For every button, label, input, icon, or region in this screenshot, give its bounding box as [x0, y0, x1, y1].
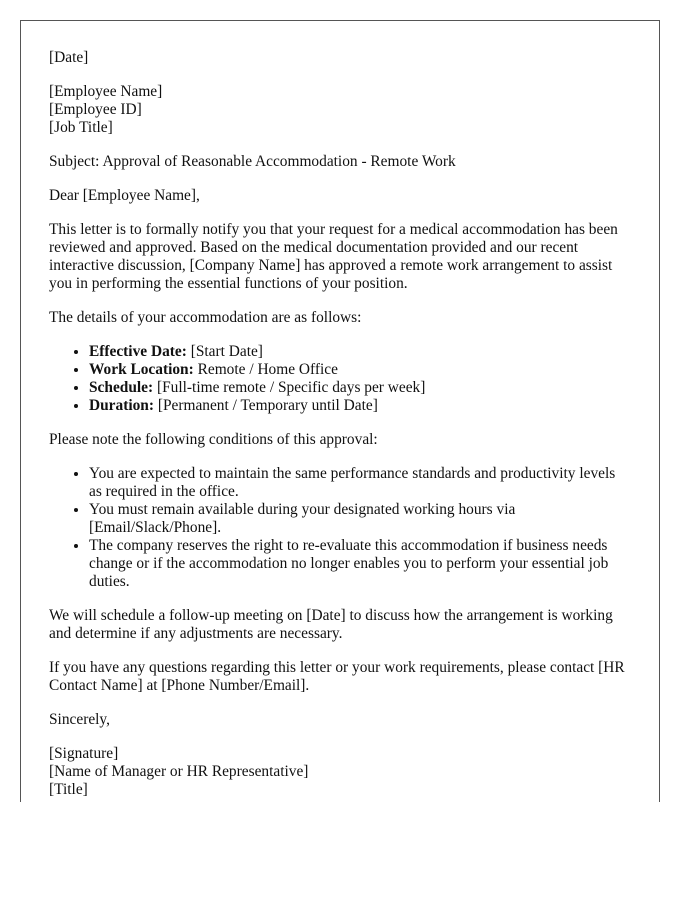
condition-item: • You must remain available during your designated working hours via [Email/Slack/Phone]. [89, 501, 631, 537]
conditions-list [49, 465, 631, 591]
condition-item: • You are expected to maintain the same performance standards and productivity levels as required in the office. [89, 465, 631, 501]
recipient-id: [Employee ID] [49, 101, 142, 118]
detail-value: Remote / Home Office [193, 361, 338, 378]
detail-label: Schedule: [89, 379, 154, 396]
letter-closing: Sincerely, [49, 711, 110, 728]
conditions-intro: Please note the following conditions of this approval: [49, 431, 378, 448]
letter-date: [Date] [49, 49, 89, 66]
detail-value: [Permanent / Temporary until Date] [153, 397, 378, 414]
detail-value: [Full-time remote / Specific days per week] [153, 379, 426, 396]
letter-page [20, 20, 660, 802]
signer-title: [Title] [49, 781, 88, 798]
details-list [49, 343, 631, 415]
followup-paragraph: We will schedule a follow-up meeting on [Date] to discuss how the arrangement is working and determine if any adjustments are necessary. [49, 607, 613, 642]
intro-paragraph: This letter is to formally notify you that your request for a medical accommodation has been reviewed and approved. Based on the medical documentation provided and our recent interactive discussion, [Company Name] has approved a remote work arrangement to assist you in performing the essential functions of your position. [49, 221, 618, 292]
recipient-name: [Employee Name] [49, 83, 163, 100]
signature-line: [Signature] [49, 745, 119, 762]
detail-item [89, 361, 631, 379]
details-intro: The details of your accommodation are as follows: [49, 309, 362, 326]
detail-item [89, 379, 631, 397]
detail-label: Duration: [89, 397, 154, 414]
letter-subject: Subject: Approval of Reasonable Accommodation - Remote Work [49, 153, 456, 170]
detail-item [89, 343, 631, 361]
detail-item [89, 397, 631, 415]
detail-label: Effective Date: [89, 343, 187, 360]
detail-label: Work Location: [89, 361, 194, 378]
condition-item: • The company reserves the right to re-evaluate this accommodation if business needs change or if the accommodation no longer enables you to perform your essential job duties. [89, 537, 631, 591]
contact-paragraph: If you have any questions regarding this letter or your work requirements, please contact [HR Contact Name] at [Phone Number/Email]. [49, 659, 625, 694]
signer-name: [Name of Manager or HR Representative] [49, 763, 309, 780]
recipient-title: [Job Title] [49, 119, 113, 136]
letter-salutation: Dear [Employee Name], [49, 187, 200, 204]
recipient-block [49, 83, 631, 137]
signature-block [49, 745, 631, 799]
detail-value: [Start Date] [186, 343, 263, 360]
